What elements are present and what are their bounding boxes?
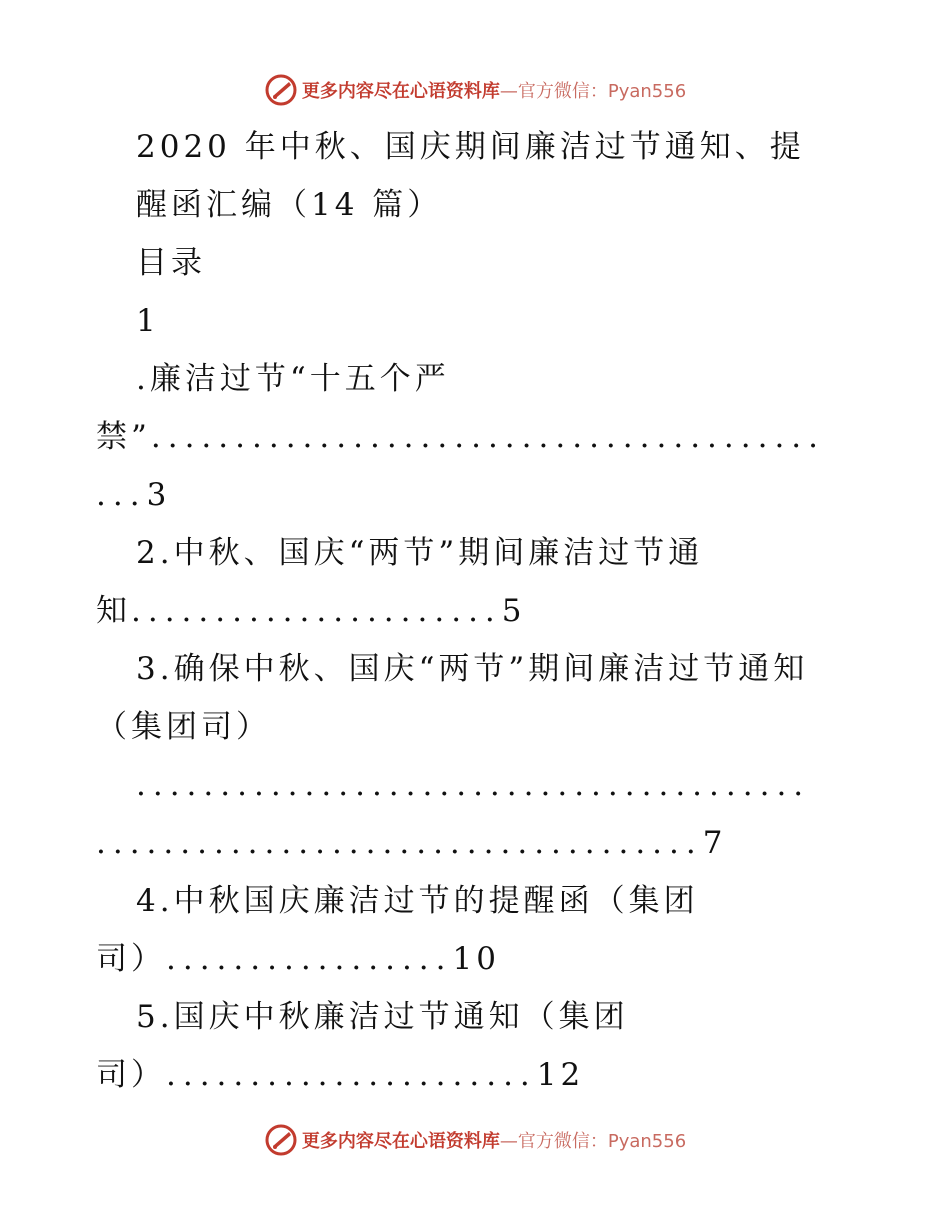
toc-item-label: 2.中秋、国庆“两节”期间廉洁过节通 [136,535,704,571]
toc-item-label-cont: 知 [96,593,131,629]
toc-item-line [96,466,856,524]
toc-leader-dots: ...................... [166,1057,537,1093]
header-banner [0,70,950,110]
toc-item-line [96,1046,856,1104]
toc-item-label: 5.国庆中秋廉洁过节通知（集团 [136,999,629,1035]
toc-leader-dots: ........................................ [136,767,811,803]
toc-item-label-cont: （集团司） [96,709,271,745]
toc-page-number: 12 [536,1057,585,1093]
toc-leader-dots: ........................................ [150,419,826,455]
toc-page-number: 5 [501,593,526,629]
toc-item-label-cont: 禁” [96,419,151,455]
banner-text: 更多内容尽在心语资料库 [301,81,500,102]
toc-leader-dots: ...................... [131,593,502,629]
toc-leader-dots: ................. [166,941,453,977]
banner-text: 更多内容尽在心语资料库 [301,1131,500,1152]
toc-item-line [96,814,856,872]
doc-title-cont: 醒函汇编（14 篇） [136,187,443,223]
toc-item-number: 1 [136,303,160,339]
logo-icon [264,73,298,107]
toc-page-number: 7 [702,825,727,861]
toc-item-label: 3.确保中秋、国庆“两节”期间廉洁过节通知 [136,651,809,687]
toc-item-label: 4.中秋国庆廉洁过节的提醒函（集团 [136,883,699,919]
logo-icon [264,1123,298,1157]
toc-heading: 目录 [136,245,206,281]
toc-page-number: 3 [146,477,171,513]
toc-leader-dots: ... [96,477,147,513]
toc-item-line [96,408,856,466]
toc-item-line [96,582,856,640]
footer-banner [0,1120,950,1160]
toc-item-line [96,930,856,988]
toc-item-label: .廉洁过节“十五个严 [136,361,450,397]
banner-suffix: —官方微信：Pyan556 [499,1131,687,1152]
document-body [96,118,856,1104]
toc-item-label-cont: 司） [96,941,166,977]
banner-suffix: —官方微信：Pyan556 [499,81,687,102]
doc-title: 2020 年中秋、国庆期间廉洁过节通知、提 [136,129,805,165]
toc-leader-dots: .................................... [96,825,703,861]
toc-page-number: 10 [452,941,500,977]
toc-item-label-cont: 司） [96,1057,166,1093]
